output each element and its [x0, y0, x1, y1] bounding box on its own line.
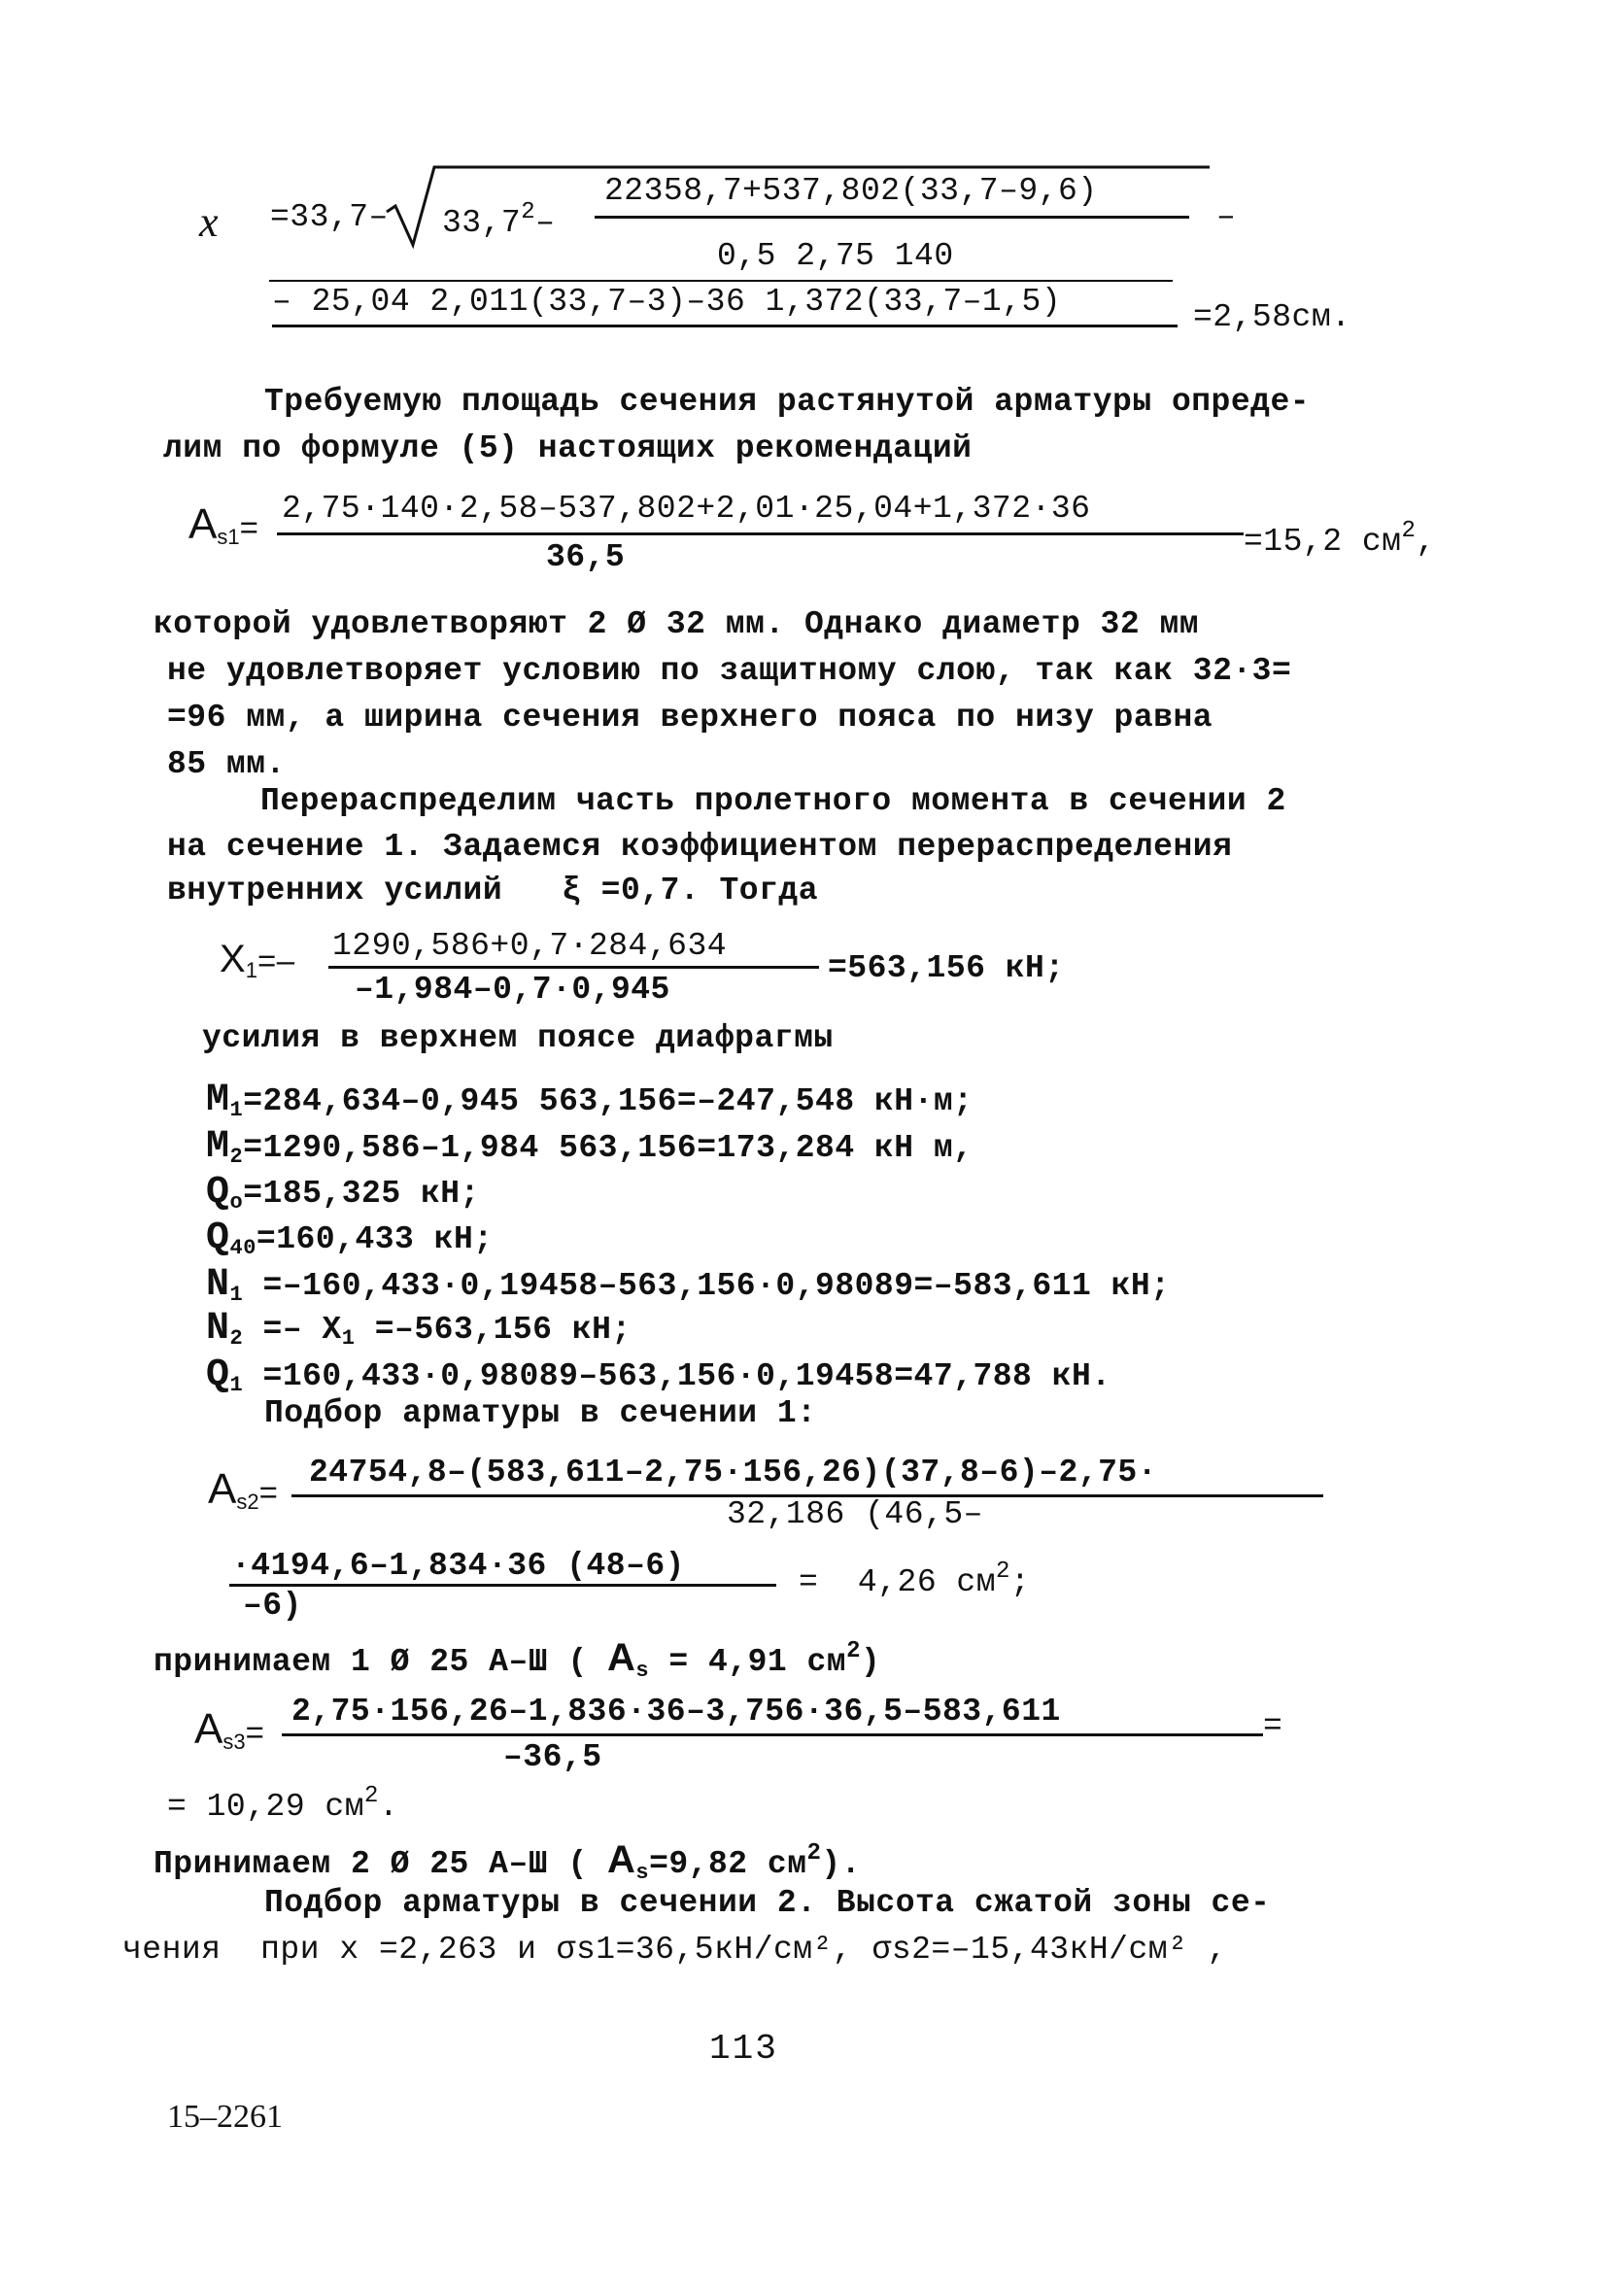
- eq1-fraction-line: [595, 216, 1189, 219]
- force-q40: $Q_{40}=160,433$ кН;: [206, 1217, 494, 1260]
- as1-symbol: $A_{s1}=$: [188, 500, 259, 549]
- force-n1: $N_1 =-160,433\cdot 0,19458-563,156\cdot 0,98089=-583,611$ кН;: [206, 1263, 1171, 1307]
- para1-line1: Требуемую площадь сечения растянутой арматуры опреде-: [264, 384, 1311, 420]
- as1-result: =15,2 $см^2$,: [1244, 518, 1436, 560]
- x1-result: =563,156 кН;: [828, 950, 1065, 986]
- x1-numerator: 1290,586+0,7·284,634: [332, 928, 728, 964]
- force-q0: $Q_o=185,325$ кН;: [206, 1171, 480, 1215]
- as2-denominator1: 32,186 (46,5–: [727, 1496, 983, 1532]
- eq1-fraction-line2: [272, 325, 1178, 327]
- as3-result: = 10,29 $см^2$.: [167, 1783, 399, 1825]
- para5: Подбор арматуры в сечении 1:: [264, 1395, 817, 1431]
- as1-numerator: 2,75·140·2,58–537,802+2,01·25,04+1,372·36: [282, 491, 1091, 527]
- force-m1: $M_1=284,634-0,945$ 563,156=–247,548 кН·м;: [206, 1079, 974, 1122]
- eq1-outer-line: [269, 280, 1173, 282]
- para7: Принимаем 2 Ø 25 А–Ш ( $A_s=9,82$ $см^2$).: [154, 1838, 862, 1885]
- footer-code: 15–2261: [167, 2099, 283, 2135]
- as3-numerator: 2,75·156,26–1,836·36–3,756·36,5–583,611: [291, 1694, 1061, 1730]
- para8-line2: чения при x =2,263 и σs1=36,5кН/см², σs2=–15,43кН/см² ,: [122, 1932, 1227, 1968]
- as2-denominator2: –6): [243, 1588, 302, 1624]
- para3-line3: внутренних усилий ξ =0,7. Тогда: [167, 873, 819, 908]
- x1-symbol: $X_1=-$: [220, 938, 295, 982]
- x1-fraction-line: [328, 966, 819, 969]
- para6: принимаем 1 Ø 25 А–Ш ( $A_s = 4,91$ $см^2$): [154, 1636, 881, 1683]
- as1-denominator: 36,5: [546, 539, 626, 575]
- para1-line2: лим по формуле (5) настоящих рекомендаций: [163, 430, 973, 466]
- eq1-tail: –: [1216, 199, 1237, 235]
- as2-symbol: $A_{s2}=$: [208, 1465, 279, 1514]
- page-number: 113: [709, 2029, 778, 2069]
- as2-result: = 4,26 $см^2$;: [799, 1559, 1031, 1600]
- para3-line2: на сечение 1. Задаемся коэффициентом перераспределения: [167, 829, 1233, 865]
- force-m2: $M_2=1290,586-1,984$ 563,156=173,284 кН м,: [206, 1125, 974, 1169]
- as3-denominator: –36,5: [503, 1739, 602, 1775]
- eq1-numerator: 22358,7+537,802(33,7–9,6): [604, 173, 1098, 209]
- eq1-numerator2: – 25,04 2,011(33,7–3)–36 1,372(33,7–1,5): [272, 284, 1062, 320]
- eq1-denominator: 0,5 2,75 140: [717, 238, 954, 274]
- para3-line1: Перераспределим часть пролетного момента в сечении 2: [260, 783, 1286, 819]
- para2-line2: не удовлетворяет условию по защитному слою, так как 32·3=: [167, 653, 1292, 689]
- force-n2: $N_2 =- X_1 =-563,156$ кН;: [206, 1307, 632, 1351]
- as3-fraction-line: [282, 1733, 1263, 1736]
- x1-denominator: –1,984–0,7·0,945: [355, 972, 670, 1008]
- para2-line3: =96 мм, а ширина сечения верхнего пояса по низу равна: [167, 700, 1213, 736]
- eq1-radicand: 33,7$^2$–: [442, 199, 556, 241]
- eq1-lhs: =33,7–: [270, 199, 389, 235]
- eq1-result: =2,58см.: [1193, 299, 1351, 335]
- as3-tail: =: [1263, 1708, 1283, 1744]
- as2-numerator1: 24754,8–(583,611–2,75·156,26)(37,8–6)–2,75·: [309, 1455, 1158, 1491]
- para2-line1: которой удовлетворяют 2 Ø 32 мм. Однако диаметр 32 мм: [154, 606, 1200, 642]
- para4: усилия в верхнем поясе диафрагмы: [202, 1020, 834, 1056]
- as3-symbol: $A_{s3}=$: [194, 1705, 265, 1754]
- as2-fraction-line2: [229, 1584, 776, 1587]
- para8-line1: Подбор арматуры в сечении 2. Высота сжатой зоны се-: [264, 1885, 1271, 1921]
- var-x-symbol: x: [199, 198, 220, 246]
- force-q1: $Q_1 =160,433\cdot 0,98089-563,156\cdot 0,19458=47,788$ кН.: [206, 1354, 1111, 1397]
- as1-fraction-line: [277, 532, 1244, 535]
- para2-line4: 85 мм.: [167, 746, 286, 782]
- as2-numerator2: ·4194,6–1,834·36 (48–6): [231, 1548, 685, 1584]
